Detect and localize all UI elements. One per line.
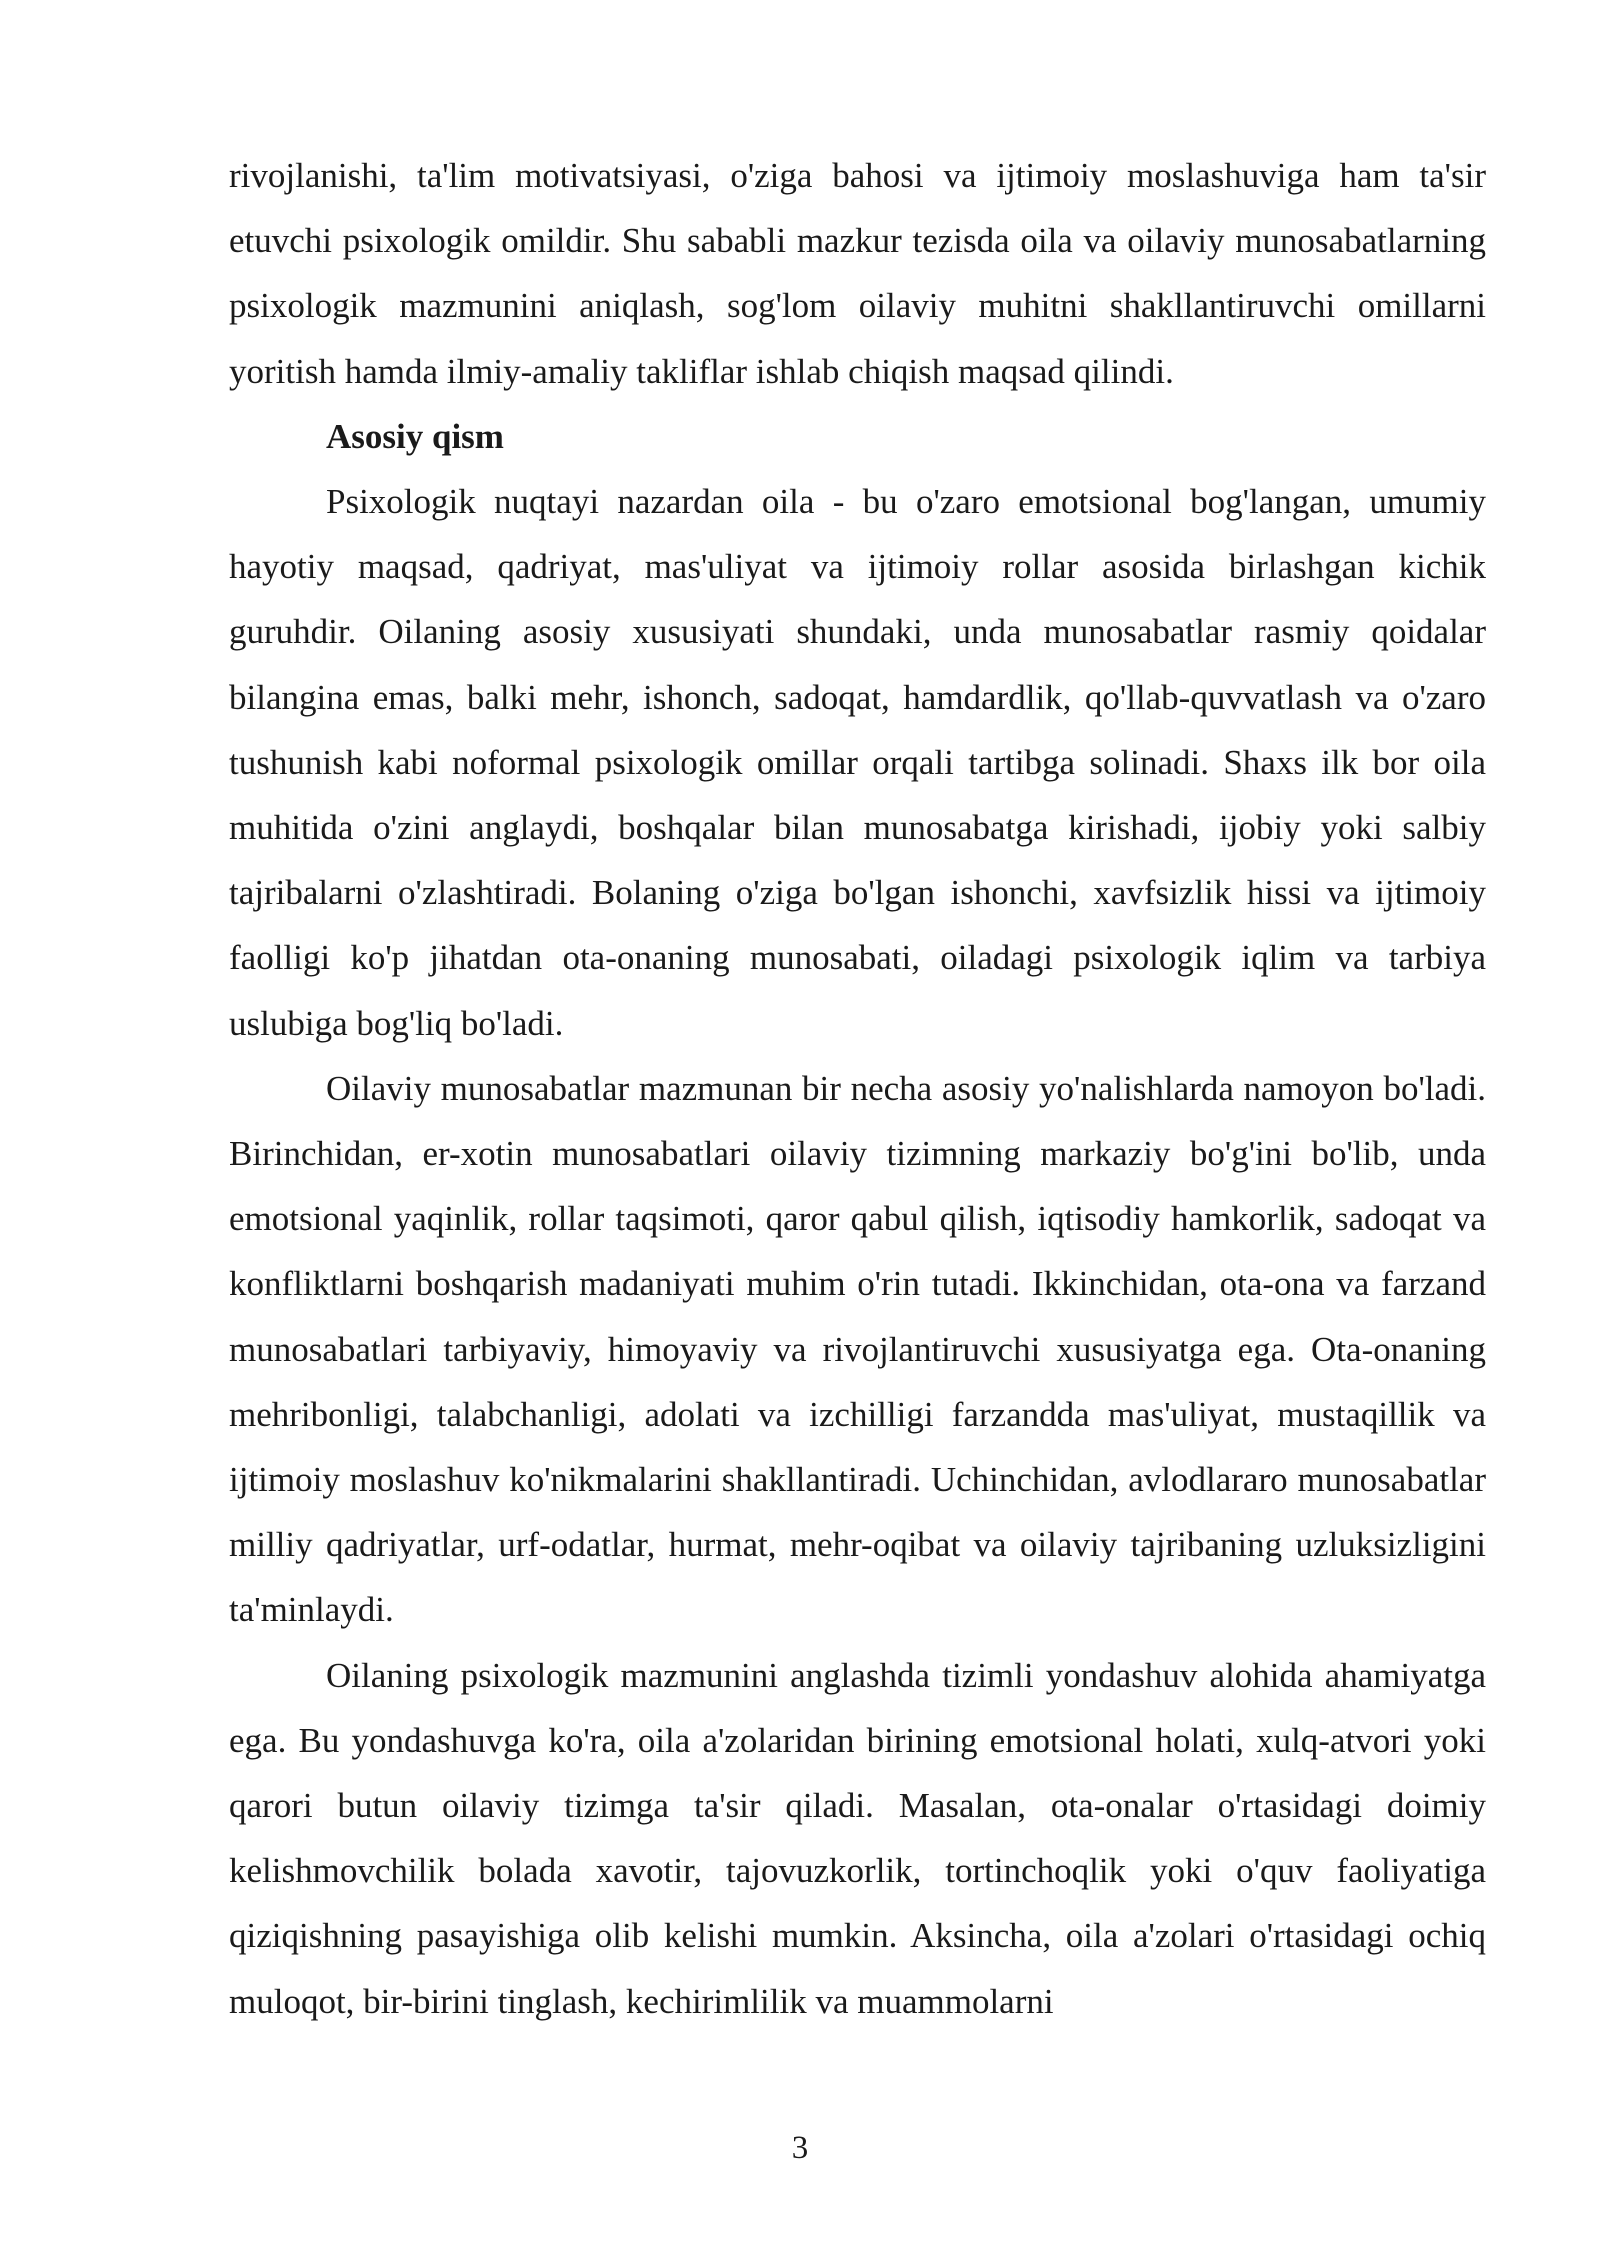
paragraph-family-definition: Psixologik nuqtayi nazardan oila - bu o'zaro emotsional bog'langan, umumiy hayotiy maqsad, qadriyat, mas'uliyat va ijtimoiy rollar asosida birlashgan kichik guruhdir. Oilaning asosiy xususiyati shundaki, unda munosabatlar rasmiy qoidalar bilangina emas, balki mehr, ishonch, sadoqat, hamdardlik, qo'llab-quvvatlash va o'zaro tushunish kabi noformal psixologik omillar orqali tartibga solinadi. Shaxs ilk bor oila muhitida o'zini anglaydi, boshqalar bilan munosabatga kirishadi, ijobiy yoki salbiy tajribalarni o'zlashtiradi. Bolaning o'ziga bo'lgan ishonchi, xavfsizlik hissi va ijtimoiy faolligi ko'p jihatdan ota-onaning munosabati, oiladagi psixologik iqlim va tarbiya uslubiga bog'liq bo'ladi. (229, 482, 1486, 1043)
page-number: 3 (791, 2130, 809, 2166)
paragraph-systemic-approach: Oilaning psixologik mazmunini anglashda tizimli yondashuv alohida ahamiyatga ega. Bu yondashuvga ko'ra, oila a'zolaridan birining emotsional holati, xulq-atvori yoki qarori butun oilaviy tizimga ta'sir qiladi. Masalan, ota-onalar o'rtasidagi doimiy kelishmovchilik bolada xavotir, tajovuzkorlik, tortinchoqlik yoki o'quv faoliyatiga qiziqishning pasayishiga olib kelishi mumkin. Aksincha, oila a'zolari o'rtasidagi ochiq muloqot, bir-birini tinglash, kechirimlilik va muammolarni (229, 1655, 1486, 2021)
paragraph-continuation: rivojlanishi, ta'lim motivatsiyasi, o'ziga bahosi va ijtimoiy moslashuviga ham ta'sir etuvchi psixologik omildir. Shu sababli mazkur tezisda oila va oilaviy munosabatlarning psixologik mazmunini aniqlash, sog'lom oilaviy muhitni shakllantiruvchi omillarni yoritish hamda ilmiy-amaliy takliflar ishlab chiqish maqsad qilindi. (229, 156, 1486, 391)
paragraph-family-relations: Oilaviy munosabatlar mazmunan bir necha asosiy yo'nalishlarda namoyon bo'ladi. Birinchidan, er-xotin munosabatlari oilaviy tizimning markaziy bo'g'ini bo'lib, unda emotsional yaqinlik, rollar taqsimoti, qaror qabul qilish, iqtisodiy hamkorlik, sadoqat va konfliktlarni boshqarish madaniyati muhim o'rin tutadi. Ikkinchidan, ota-ona va farzand munosabatlari tarbiyaviy, himoyaviy va rivojlantiruvchi xususiyatga ega. Ota-onaning mehribonligi, talabchanligi, adolati va izchilligi farzandda mas'uliyat, mustaqillik va ijtimoiy moslashuv ko'nikmalarini shakllantiradi. Uchinchidan, avlodlararo munosabatlar milliy qadriyatlar, urf-odatlar, hurmat, mehr-oqibat va oilaviy tajribaning uzluksizligini ta'minlaydi. (229, 1068, 1486, 1630)
document-body (229, 143, 1486, 2034)
section-heading: Asosiy qism (326, 416, 504, 456)
